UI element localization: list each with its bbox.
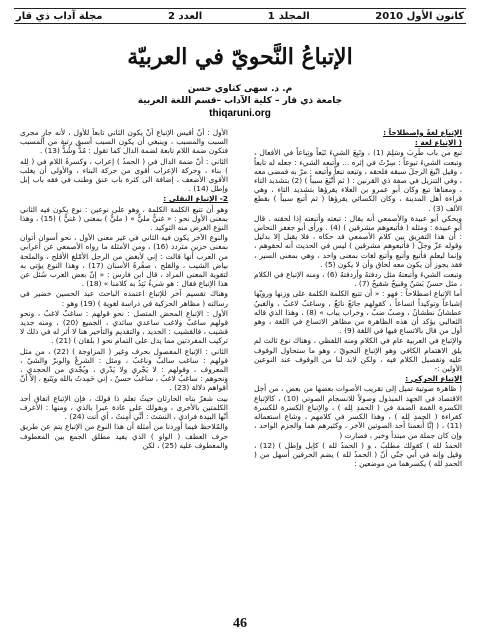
- paragraph: وتبعت الشيءَ وأتبعتهُ مثل ردفتهُ وأردفتهُ (6) ، ومنه الإتباع في الكلام ، مثل حسنٌ بَسَنٌ وقبيحٌ شقيحٌ (7) .: [254, 270, 462, 289]
- issue-date: كانون الأول 2010: [375, 10, 464, 22]
- section-heading: الإتباع لغةً واصطلاحاً :: [383, 128, 462, 137]
- article-title: الإتباعُ النَّحويّ في العربيّة: [127, 44, 353, 70]
- subsection-heading: 2- الإتباع النقلي :: [163, 194, 228, 204]
- paragraph: أما الإتباع اصطلاحاً : فهو : « أن تتبع الكلمة الكلمة على وزنها ورويّها إشباعاً وتوكيداً اتساعاً ، كقولهم جائعٌ نائعٌ ، وساغبٌ لاغبٌ ، والغبيُ عطشانُ نطشانُ ، وصبٌ ضبٌ ، وخراب يباب » (8) ، وهذا الذي قاله الثعالبي يؤكد أن هذه الظاهرة من مظاهر الاتساع في اللغة ، وهو أول من قال بالاتساع فيها في اللغة (9) .: [254, 289, 462, 336]
- paragraph: الحمدُ لله ) كقولك مطلبُ ، و ( الحمدُ لله ) كإبل وإطل ) (12) ، وقيل وإنه في أبي جنّي أنّ ( الحمدُ لله ) يضم الحرفين أسهل من ( الحمدِ لله ) يكسرهما من موضعين :: [254, 440, 462, 469]
- website-link[interactable]: thiqaruni.org: [209, 108, 271, 119]
- volume: [268, 11, 310, 22]
- volume-label: المجلد: [278, 10, 310, 22]
- paragraph: ويحكي أبو عبيدة والأصمعي أنه يقال : تبعته وأتبعته إذا لحقته . قال أبو عبيدة : ومثله ( فأتبعوهم مشرقين ) (4) . ورأى أبو جعفر النحاس : أن هذا التفريق بين كلام الأصمعي قد حكاه ، فلا يقبل إلا بدليل وقوله عزّ وجلّ ( فأتبعوهم مشرقين ) ليس في الحديث أنه لحقوهم ، وإنما ليعلم فأتبع وأتبع وأتبع لغات بمعنى واحد ، وهي بمعنى السير ، فقد يجوز أن يكون معه لحاق وأن لا يكون (5) .: [254, 213, 462, 269]
- paragraph: بيت شعرٌ بناه الحارثان حيثُ تعلم ذا قولك ، فإن الإتباع اتفاق أحد الكلمتين بالأخرى ، وبقولك على عادة عبرا بالذي ، ومنها : الأعرف أنّها البيدة فرادي ، النسَتَ : أنَّي أَمِنتُ ، أي أنت (24) .: [20, 393, 228, 422]
- paragraph: الثاني : أنّ ضمة الدال في ( الحمدُ ) إعراب ، وكسرةُ اللام في ( لِله ) بناء ، وحركة الإعراب أقوى من حركة البناء ، والأولى أن يغلب الأقوى الأضعف ، إضافة الى كثرة باب عنق وطنب في فقه باب إبل وإطل (14) .: [20, 156, 228, 194]
- paragraph: الأول : أنّ أقيس الإتباع أنْ يكون الثاني تابعاً للأول ، لأنه جارٍ مجرى السبب والمسبب ، وينبغي أن يكون السبب أسبق رتبة من المسبب فتكون ضمة اللام تابعة لضمة الدال كما تقول : مُدُّ وشُدُّ (13) .: [20, 128, 228, 156]
- subsection-heading: الإتباع الحركي :: [405, 374, 462, 384]
- journal-name: مجلة آداب ذي قار: [16, 10, 103, 22]
- volume-number: 1: [267, 10, 275, 22]
- paragraph: ( ظاهرة صوتية تميل إلى تقريب الأصوات بعضها من بعض ، من أجل الاقتصاد في الجهد المبذول وصولاً للانسجام الصوتي (10) ، كالإتباع الكسرة القمة الضمة في ( الحمدِ لِله ) ، والإتباع الكسرة للكسرة كقراءة ( الحمدِ لِله ) ، وهذا الكسر في كلامهم ، وشاع استعماله (11) ، ( إنَّا أَنعمنا أحد الصوتين الآخر ، وكثيرهم هما والجزم الواحد ، وإن كان جملة من مبتدأ وخبر ، فصارت (: [254, 384, 462, 440]
- paragraph: والمُلاحظ فيما أوردنا من أمثلة أن هذا النوع من الإتباع يتم عن طريق حرف العطف ( الواو ) الذي يفيد مطلق الجمع بين المعطوف والمعطوف عليه (25) ، لكن: [20, 422, 228, 450]
- author-affiliation: جامعة ذي قار – كلية الآداب –قسم اللغة العربية: [137, 96, 343, 106]
- issue-number: العدد 2: [168, 10, 203, 22]
- paragraph: وهناك تقسيم آخر للإتباع اعتمده الباحث عبد الحسين خضير في رسالته ( مظاهر الحركية في دراسة لغوية ) (19) وهو :: [20, 289, 228, 308]
- paragraph: وهو أن تتبع الكلمة الكلمة ، وهو على نوعين : نوع يكون فيه الثاني بمعنى الأول نحو : « غنيٌّ مليٌّ » ( مليٌّ ) بمعنى ( غنيٌّ ) (15) ، وهذا النوع الغرض منه التوكيد .: [20, 204, 228, 233]
- author-name: م. د. سهى كتاوي حسن: [187, 84, 293, 94]
- journal-header: [14, 8, 466, 24]
- paragraph: الأول : الإتباع المحض المتصل : نحو قولهم : ساغبٌ لاغبٌ ، ونحو قولهم ساغبٌ ولاغب ساعدي سائدي ، الجميع (20) ، ومنه جديد قشيب ، فالقشيب : الجديد ، والتقديم والتأخير هنا لا أثر له في ذلك لا تركيب المفردتين مما يدل على التمام نحو ( بلقان ) (21) .: [20, 308, 228, 346]
- text-column-right: [254, 128, 462, 608]
- paragraph: والإتباع في العربية عام في الكلام ومنه اللفظي ، وهناك نوع ثالث لم يلق الاهتمام الكافي وهو الإتباع النحويّ ، وهو ما ستحاول الوقوف عليه وتفصيل الكلام فيه ، ولكن لابد لنا من الوقوف عند النوعين الأولين :-: [254, 336, 462, 374]
- subsection-heading: ( الإتباع لغة :: [414, 138, 462, 148]
- paragraph: الثاني : الإتباع المفصول بحرف وغير ( المزاوجة ) (22) ، من مثل قولهم : ساغب سالبٌ وناغبٌ ، ومثل : الشرعْ والوبرْ والشيّ ، المعروف ، وقولهم : لا يَجْري ولا يَدْري ، ويُجْدي من الحجدي ، ونحوهم : ساغبُ لاغبُ ، ساغبُ حسنٌ ، إني حَمِدتُ بالله ويَتَبع ، إلاّ أنّ أقواهم دلالة (23) .: [20, 346, 228, 393]
- page-number: 46: [233, 616, 247, 631]
- paragraph: والنوع الآخر يكون فيه الثاني في غير معنى الأول ، نحو أسوان أتوان بمعنى حزين متردد (16) ، ومن الأمثلة ما رواه الأصمعي عن أعرابي من العرب أنها قالت : إني لأبغض من الرجل الأمّلغ الأقلح ، والملحة بياض الشيب ، والقلح ، صفُرةُ الأسنان (17) ، وهذا النوع يؤتى به لتقوية المعنى المراد ، قال ابن فارس : « إنّ بعض العرب سُئل عن هذا الإتباع فقال : هو شيءٌ نَتِدُ به كلامنا » (18) .: [20, 233, 228, 289]
- paragraph: تبع من باب طَرِبَ وسَلِمَ (1) ، وتَبِعَ الشيءَ تَبَعاً وتِباعاً في الأفعال ، وتبعت الشيءَ تبوعاً : سِرْتُ في إثره ... وأتبعه الشيء : جعله له تابعاً ، وقيل اتّبعَ الرجلَ سبقه فلحقه ، وتبعه تبعاً وأتبعه : مرّ به فمضى معه ، وفي التنزيل في صفة ذي القرنين : ( ثم أَتْبَعَ سبباً ) (2) بتشديد التاء ، ومعناها تبع وكان أبو عمرو بن العلاء يقرؤها بتشديد التاء ، وهي قراءة أهل المدينة ، وكان الكسائي يقرؤها ( ثم أتبع سبباً ) بقطع الألف (3) .: [254, 148, 462, 213]
- text-column-left: [20, 128, 228, 608]
